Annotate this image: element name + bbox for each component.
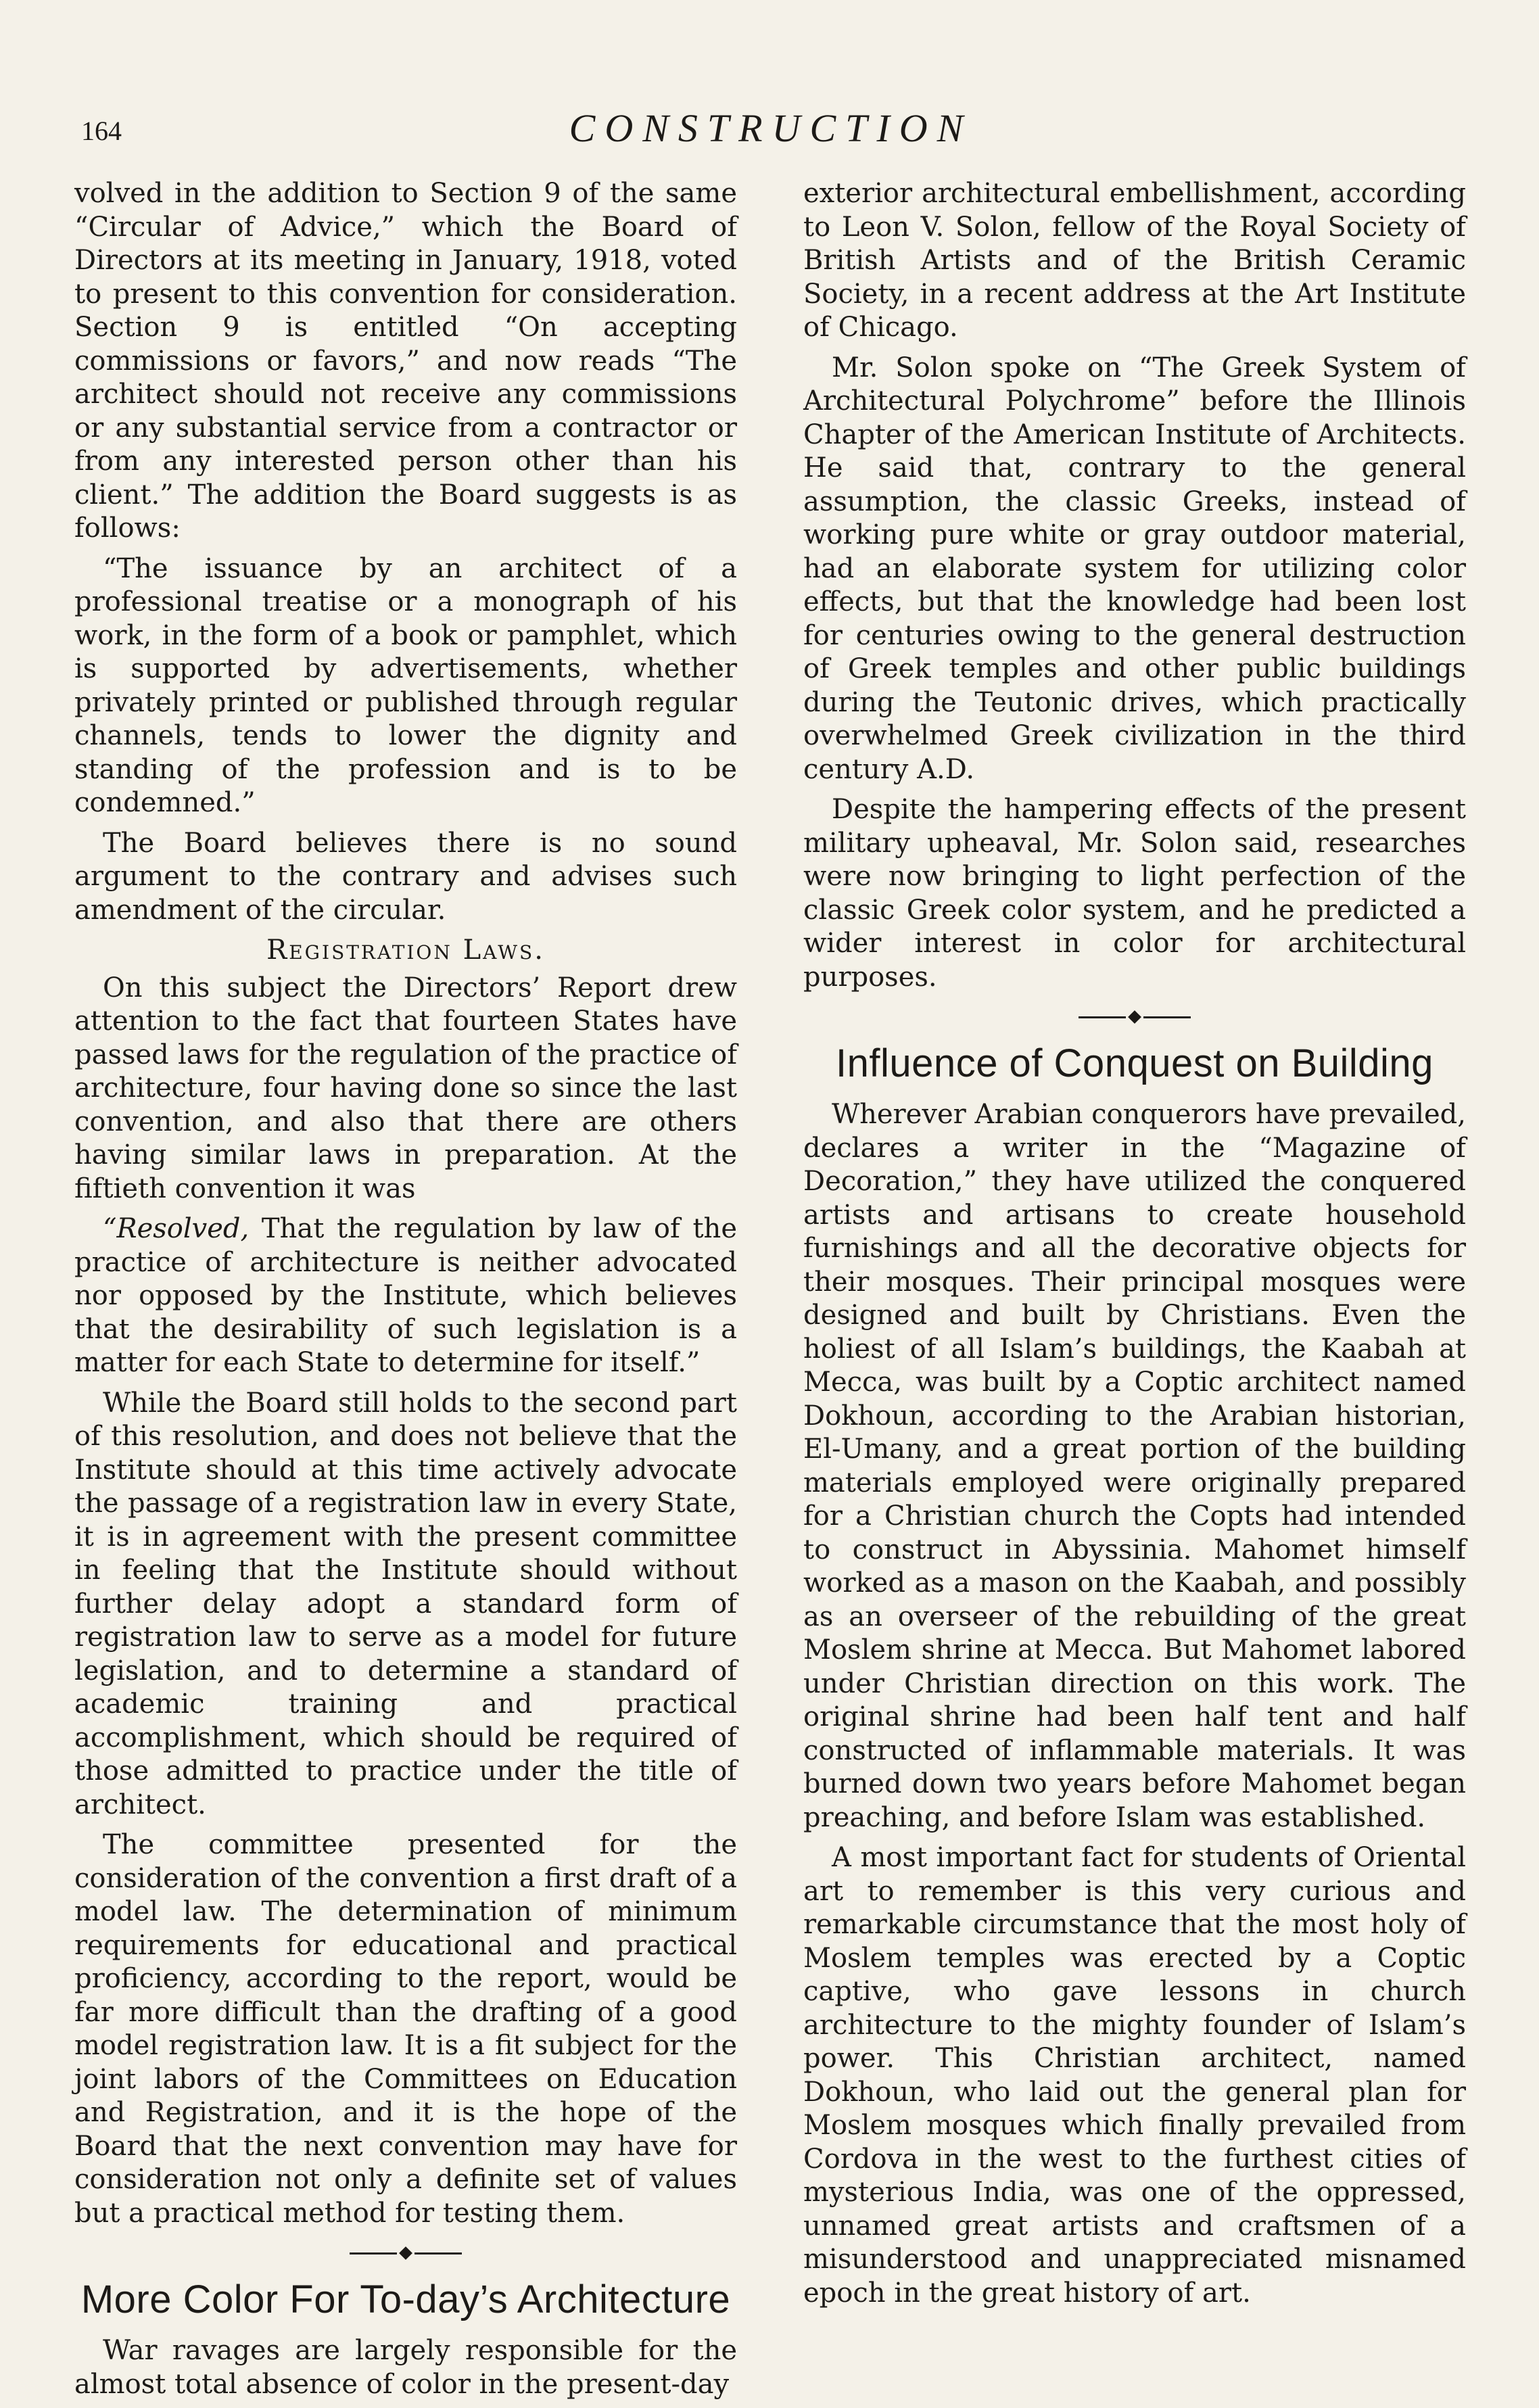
paragraph: While the Board still holds to the second part of this resolution, and does not believe that the Institute should at this time actively advocate the passage of a registration law in every State, it is in agreement with the present committee in feeling that the Institute should without further delay adopt a standard form of registration law to serve as a model for future legislation, and to determine a standard of academic training and practical accomplishment, which should be required of those admitted to practice under the title of architect. [74,1387,737,1820]
ornament-divider [803,1004,1466,1031]
paragraph: exterior architectural embellishment, according to Leon V. Solon, fellow of the Royal Society of British Artists and of the British Ceramic Society, in a recent address at the Art Institute of Chicago. [803,178,1466,343]
resolution-paragraph [74,1212,737,1380]
paragraph: On this subject the Directors’ Report drew attention to the fact that fourteen States have passed laws for the regulation of the practice of architecture, four having done so since the last convention, and also that there are others having similar laws in preparation. At the fiftieth convention it was [74,972,737,1204]
paragraph: Wherever Arabian conquerors have prevailed, declares a writer in the “Magazine of Decoration,” they have utilized the conquered artists and artisans to create household furnishings and all the decorative objects for their mosques. Their principal mosques were designed and built by Christians. Even the holiest of all Islam’s buildings, the Kaabah at Mecca, was built by a Coptic architect named Dokhoun, according to the Arabian historian, El-Umany, and a great portion of the building materials employed were originally prepared for a Christian church the Copts had intended to construct in Abyssinia. Mahomet himself worked as a mason on the Kaabah, and possibly as an overseer of the rebuilding of the great Moslem shrine at Mecca. But Mahomet labored under Christian direction on this work. The original shrine had been half tent and half constructed of inflammable materials. It was burned down two years before Mahomet began preaching, and before Islam was established. [803,1099,1466,1833]
paragraph: Despite the hampering effects of the present military upheaval, Mr. Solon said, researches were now bringing to light perfection of the classic Greek color system, and he predicted a wider interest in color for architectural purposes. [803,794,1466,993]
page-header [81,101,1461,156]
ornament-divider [74,2240,737,2267]
paragraph: “The issuance by an architect of a professional treatise or a monograph of his work, in the form of a book or pamphlet, which is supported by advertisements, whether privately printed or published through regular channels, tends to lower the dignity and standing of the profession and is to be condemned.” [74,552,737,818]
paragraph: The committee presented for the consideration of the convention a first draft of a model law. The determination of minimum requirements for educational and practical proficiency, according to the report, would be far more difficult than the drafting of a good model registration law. It is a fit subject for the joint labors of the Committees on Education and Registration, and it is the hope of the Board that the next convention may have for consideration not only a definite set of values but a practical method for testing them. [74,1829,737,2229]
paragraph: Mr. Solon spoke on “The Greek System of Architectural Polychrome” before the Illinois Chapter of the American Institute of Architects. He said that, contrary to the general assumption, the classic Greeks, instead of working pure white or gray outdoor material, had an elaborate system for utilizing color effects, but that the knowledge had been lost for centuries owing to the general destruction of Greek temples and other public buildings during the Teutonic drives, which practically overwhelmed Greek civilization in the third century A.D. [803,352,1466,785]
resolved-word: “Resolved, [103,1213,250,1244]
running-title: CONSTRUCTION [569,106,973,150]
article-title: More Color For To-day’s Architecture [80,2277,731,2321]
paragraph: A most important fact for students of Oriental art to remember is this very curious and remarkable circumstance that the most holy of Moslem temples was erected by a Coptic captive, who gave lessons in church architecture to the mighty founder of Islam’s power. This Christian architect, named Dokhoun, who laid out the general plan for Moslem mosques which finally prevailed from Cordova in the west to the furthest cities of mysterious India, was one of the oppressed, unnamed great artists and craftsmen of a misunderstood and unappreciated misnamed epoch in the great history of art. [803,1842,1466,2309]
paragraph: War ravages are largely responsible for the almost total absence of color in the present-day [74,2335,737,2400]
divider-rule [350,2252,397,2254]
left-column [74,177,737,2408]
article-title: Influence of Conquest on Building [836,1041,1434,1085]
divider-rule [415,2252,462,2254]
resolution-text: That the regulation by law of the practice of architecture is neither advocated nor opposed by the Institute, which believes that the desirability of such legislation is a matter for each State to determine for itself.” [74,1213,737,1378]
section-heading: Registration Laws. [266,935,545,966]
divider-rule [1143,1016,1191,1018]
diamond-ornament-icon [1128,1010,1141,1024]
paragraph: The Board believes there is no sound argument to the contrary and advises such amendment of the circular. [74,827,737,926]
diamond-ornament-icon [399,2246,412,2260]
divider-rule [1079,1016,1126,1018]
page-number: 164 [81,116,122,146]
right-column [803,177,1466,2317]
paragraph: volved in the addition to Section 9 of the same “Circular of Advice,” which the Board of Directors at its meeting in January, 1918, voted to present to this convention for consideration. Section 9 is entitled “On accepting commissions or favors,” and now reads “The architect should not receive any commissions or any substantial service from a contractor or from any interested person other than his client.” The addition the Board suggests is as follows: [74,178,737,544]
